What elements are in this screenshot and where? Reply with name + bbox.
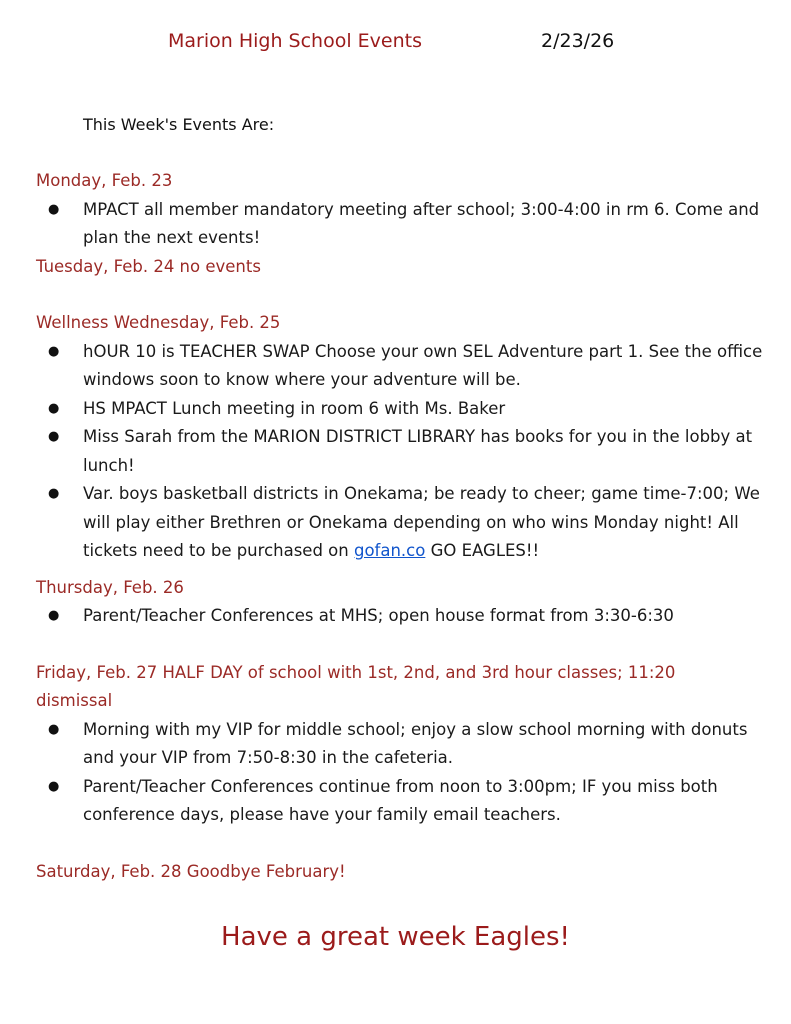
list-item [36,716,766,773]
events-list [36,167,766,886]
day-heading-tuesday: Tuesday, Feb. 24 no events [36,256,261,276]
day-heading-friday: Friday, Feb. 27 HALF DAY of school with 1st, 2nd, and 3rd hour classes; 11:20 dismissal [36,662,676,710]
spacer [36,631,766,659]
intro-heading: This Week's Events Are: [83,115,275,134]
gofan-link[interactable]: gofan.co [353,541,426,560]
spacer [36,830,766,858]
thursday-items [36,602,766,631]
bullet-icon: ● [48,429,60,444]
event-text: Parent/Teacher Conferences at MHS; open house format from 3:30-6:30 [83,606,674,625]
event-text [83,484,760,560]
bullet-icon: ● [48,486,60,501]
list-item [36,423,766,480]
bullet-icon: ● [48,721,60,737]
friday-items [36,716,766,830]
list-item [36,602,766,631]
day-heading-monday: Monday, Feb. 23 [36,171,173,190]
spacer [36,281,766,309]
bullet-icon: ● [48,400,60,416]
event-text: Parent/Teacher Conferences continue from noon to 3:00pm; IF you miss both conference days, please have your family email teachers. [83,776,718,824]
bullet-icon: ● [48,778,60,794]
day-heading-thursday: Thursday, Feb. 26 [36,577,184,597]
spacer [36,566,766,574]
document-header [0,30,791,60]
bullet-icon: ● [48,201,60,217]
list-item [36,338,766,395]
event-text: hOUR 10 is TEACHER SWAP Choose your own SEL Adventure part 1. See the office windows soon to know where your adventure will be. [83,341,763,389]
list-item [36,480,766,566]
bullet-icon: ● [48,343,60,359]
list-item [36,773,766,830]
wednesday-items [36,338,766,566]
event-text-before-link: Var. boys basketball districts in Onekama; be ready to cheer; game time-7:00; We will play either Brethren or Onekama depending on who wins Monday night! All tickets need to be purchased on [83,484,760,560]
event-text-after-link: GO EAGLES!! [425,541,540,560]
closing-message: Have a great week Eagles! [221,922,570,952]
event-text: MPACT all member mandatory meeting after school; 3:00-4:00 in rm 6. Come and plan the next events! [83,199,760,247]
list-item [36,196,766,253]
day-heading-saturday: Saturday, Feb. 28 Goodbye February! [36,861,346,881]
event-text: Miss Sarah from the MARION DISTRICT LIBRARY has books for you in the lobby at lunch! [83,427,753,475]
event-text: Morning with my VIP for middle school; enjoy a slow school morning with donuts and your VIP from 7:50-8:30 in the cafeteria. [83,719,748,767]
document-date: 2/23/26 [541,30,615,52]
list-item [36,395,766,424]
document-title: Marion High School Events [168,30,422,52]
day-heading-wednesday: Wellness Wednesday, Feb. 25 [36,313,281,332]
event-text: HS MPACT Lunch meeting in room 6 with Ms. Baker [83,398,506,418]
bullet-icon: ● [48,608,60,623]
monday-items [36,196,766,253]
